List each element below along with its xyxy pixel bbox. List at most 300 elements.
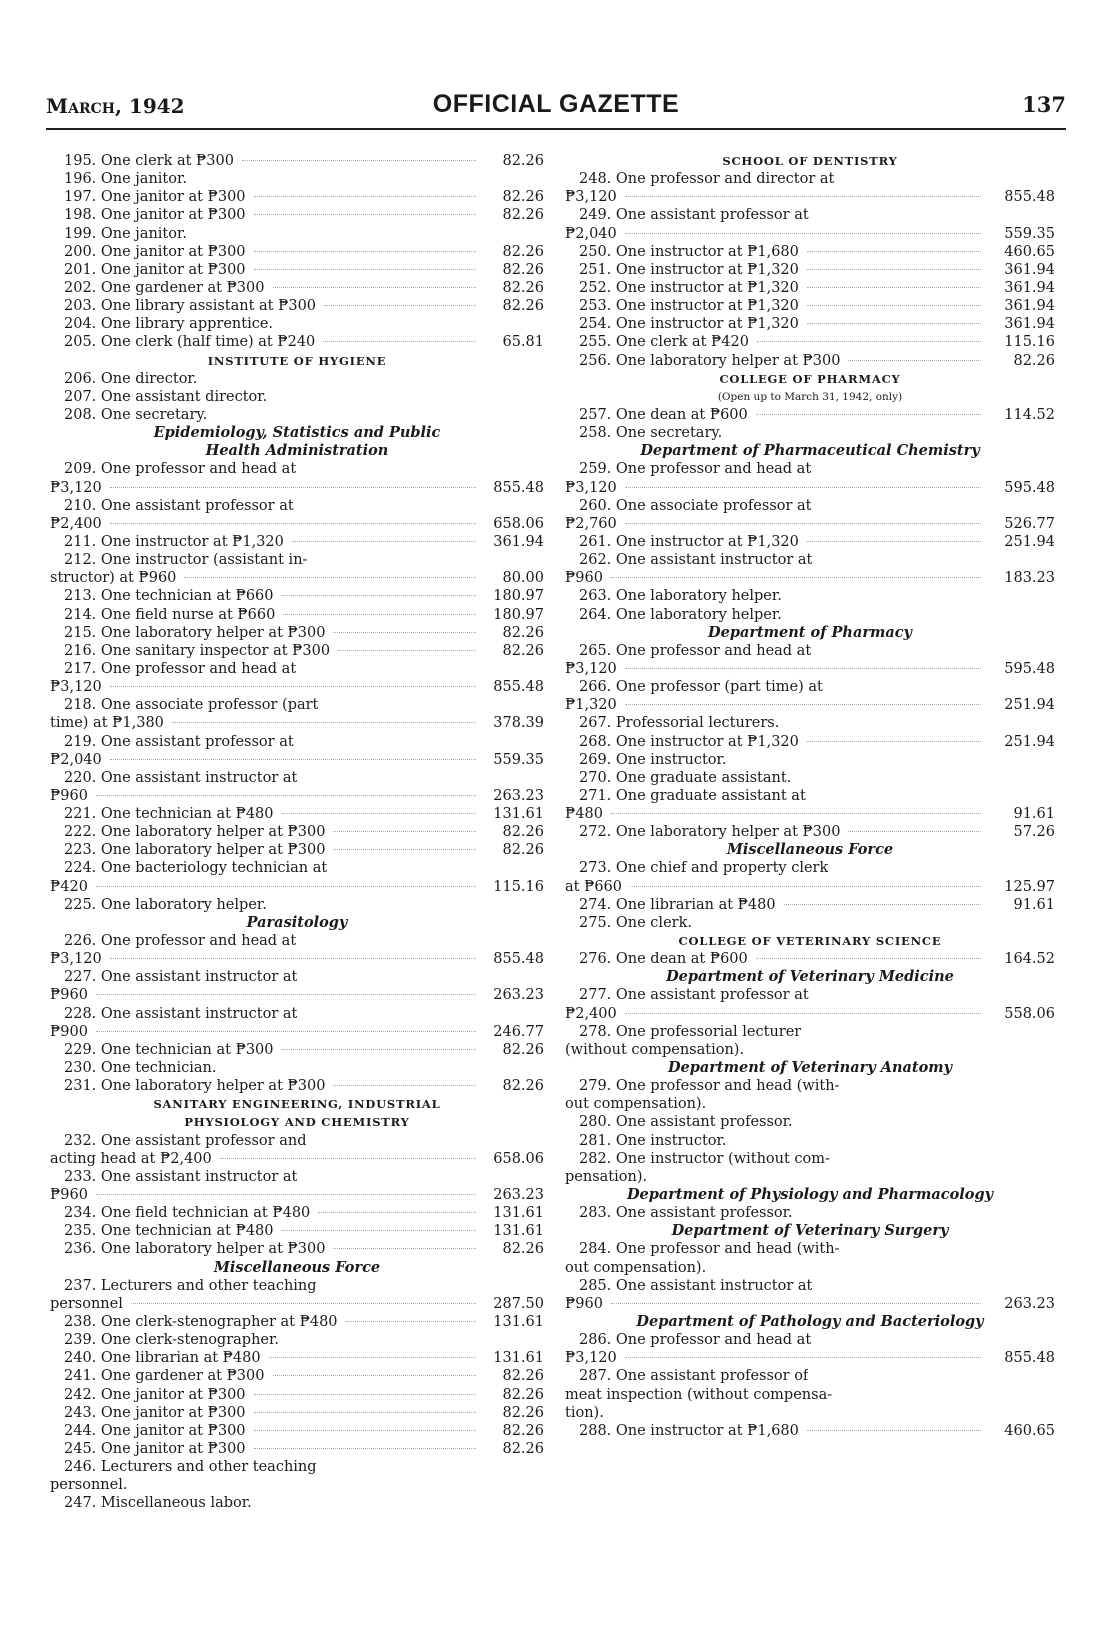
- entry-line: [565, 859, 1055, 877]
- entry-line: [565, 678, 1055, 696]
- entry-amount: 82.26: [502, 1404, 544, 1421]
- entry-line: [565, 1150, 1055, 1168]
- entry-amount: 131.61: [493, 1314, 544, 1330]
- entry-text: 277. One assistant professor at: [579, 987, 809, 1004]
- entry-line: [565, 243, 1055, 261]
- entry-text: 197. One janitor at ₱300: [64, 189, 246, 206]
- entry-text: tion).: [565, 1404, 604, 1421]
- entry-line: [50, 660, 544, 678]
- entry-amount: 263.23: [493, 787, 544, 804]
- entry-text: COLLEGE OF VETERINARY SCIENCE: [678, 934, 942, 949]
- entry-text: 275. One clerk.: [579, 914, 692, 931]
- entry-line: [565, 279, 1055, 297]
- entry-amount: 82.26: [502, 298, 544, 315]
- entry-continuation: [565, 1404, 1055, 1422]
- subsection-heading: [50, 442, 544, 460]
- entry-line: [565, 333, 1055, 351]
- entry-line: [50, 1313, 544, 1331]
- entry-text: at ₱660: [565, 878, 622, 895]
- entry-text: 237. Lecturers and other teaching: [64, 1277, 317, 1294]
- dot-leader: [254, 269, 476, 270]
- entry-amount: 460.65: [1004, 243, 1055, 260]
- entry-amount: 855.48: [493, 479, 544, 496]
- entry-text: 250. One instructor at ₱1,680: [579, 243, 799, 260]
- entry-continuation: [50, 1476, 544, 1494]
- entry-line: [50, 1349, 544, 1367]
- entry-line: [50, 1077, 544, 1095]
- entry-amount: 82.26: [502, 153, 544, 169]
- entry-amount: 82.26: [502, 842, 544, 859]
- entry-text: 274. One librarian at ₱480: [579, 896, 776, 913]
- entry-text: 221. One technician at ₱480: [64, 806, 274, 823]
- dot-leader: [254, 1448, 476, 1449]
- entry-amount: 82.26: [502, 279, 544, 296]
- entry-line: [50, 1422, 544, 1440]
- entry-text: 236. One laboratory helper at ₱300: [64, 1241, 326, 1258]
- entry-text: 283. One assistant professor.: [579, 1205, 793, 1222]
- entry-text: out compensation).: [565, 1259, 707, 1276]
- dot-leader: [96, 886, 476, 887]
- entry-line: [50, 333, 544, 351]
- dot-leader: [254, 214, 476, 215]
- dot-leader: [110, 759, 476, 760]
- entry-text: ₱960: [50, 1187, 88, 1204]
- entry-text: ₱960: [565, 570, 603, 587]
- subsection-heading: [565, 1186, 1055, 1204]
- entry-amount: 595.48: [1004, 660, 1055, 677]
- entry-text: Department of Pharmacy: [708, 623, 912, 641]
- dot-leader: [110, 523, 476, 524]
- section-heading: [565, 932, 1055, 950]
- dot-leader: [96, 994, 476, 995]
- entry-amount: 115.16: [1004, 334, 1055, 351]
- dot-leader: [333, 849, 476, 850]
- entry-text: 216. One sanitary inspector at ₱300: [64, 642, 331, 659]
- entry-text: 262. One assistant instructor at: [579, 552, 813, 569]
- header-date: March, 1942: [46, 94, 185, 118]
- subsection-heading: [565, 1313, 1055, 1331]
- entry-text: 203. One library assistant at ₱300: [64, 298, 317, 315]
- entry-line: [565, 424, 1055, 442]
- dot-leader: [807, 305, 981, 306]
- dot-leader: [242, 160, 476, 161]
- entry-line: [50, 932, 544, 950]
- entry-amount: 82.26: [502, 1386, 544, 1403]
- entry-line: [50, 1005, 544, 1023]
- entry-amount: 82.26: [502, 189, 544, 206]
- entry-text: 198. One janitor at ₱300: [64, 207, 246, 224]
- entry-continuation: [50, 479, 544, 497]
- entry-text: 195. One clerk at ₱300: [64, 153, 234, 169]
- entry-line: [50, 297, 544, 315]
- entry-line: [50, 1277, 544, 1295]
- entry-text: meat inspection (without compensa-: [565, 1386, 833, 1403]
- subsection-heading: [50, 1259, 544, 1277]
- entry-line: [50, 243, 544, 261]
- entry-text: 248. One professor and director at: [579, 171, 835, 188]
- entry-line: [565, 1023, 1055, 1041]
- entry-text: Miscellaneous Force: [213, 1258, 381, 1276]
- entry-amount: 82.26: [1013, 352, 1055, 369]
- dot-leader: [807, 541, 981, 542]
- entry-text: Department of Veterinary Anatomy: [667, 1059, 953, 1077]
- entry-line: [50, 497, 544, 515]
- entry-continuation: [565, 1349, 1055, 1367]
- entry-text: 200. One janitor at ₱300: [64, 243, 246, 260]
- entry-text: PHYSIOLOGY AND CHEMISTRY: [184, 1115, 410, 1130]
- page-number: 137: [1022, 92, 1066, 117]
- entry-amount: 82.26: [502, 1368, 544, 1385]
- entry-text: 273. One chief and property clerk: [579, 860, 829, 877]
- entry-line: [50, 406, 544, 424]
- entry-continuation: [565, 1386, 1055, 1404]
- entry-amount: 115.16: [493, 878, 544, 895]
- subsection-heading: [565, 624, 1055, 642]
- entry-continuation: [50, 751, 544, 769]
- entry-text: 239. One clerk-stenographer.: [64, 1332, 279, 1349]
- entry-continuation: [50, 1023, 544, 1041]
- entry-continuation: [50, 714, 544, 732]
- entry-text: ₱420: [50, 878, 88, 895]
- entry-text: 244. One janitor at ₱300: [64, 1422, 246, 1439]
- entry-line: [565, 1331, 1055, 1349]
- dot-leader: [254, 196, 476, 197]
- entry-amount: 361.94: [1004, 279, 1055, 296]
- dot-leader: [273, 1375, 477, 1376]
- dot-leader: [611, 813, 981, 814]
- entry-text: (without compensation).: [565, 1041, 745, 1058]
- section-heading: [50, 352, 544, 370]
- entry-continuation: [565, 1168, 1055, 1186]
- entry-text: 257. One dean at ₱600: [579, 406, 748, 423]
- entry-amount: 855.48: [1004, 1350, 1055, 1367]
- dot-leader: [323, 341, 476, 342]
- entry-text: ₱960: [50, 987, 88, 1004]
- entry-amount: 82.26: [502, 207, 544, 224]
- entry-text: 252. One instructor at ₱1,320: [579, 279, 799, 296]
- entry-amount: 183.23: [1004, 570, 1055, 587]
- entry-text: 217. One professor and head at: [64, 660, 297, 677]
- entry-text: 260. One associate professor at: [579, 497, 812, 514]
- entry-line: [50, 896, 544, 914]
- entry-line: [50, 279, 544, 297]
- entry-line: [50, 696, 544, 714]
- entry-text: 242. One janitor at ₱300: [64, 1386, 246, 1403]
- entry-amount: 287.50: [493, 1295, 544, 1312]
- entry-line: [50, 460, 544, 478]
- entry-amount: 131.61: [493, 1223, 544, 1240]
- entry-text: 206. One director.: [64, 370, 198, 387]
- entry-text: 253. One instructor at ₱1,320: [579, 298, 799, 315]
- entry-text: 266. One professor (part time) at: [579, 679, 823, 696]
- entry-text: 281. One instructor.: [579, 1132, 727, 1149]
- entry-amount: 361.94: [1004, 298, 1055, 315]
- entry-line: [565, 206, 1055, 224]
- entry-text: 285. One assistant instructor at: [579, 1277, 813, 1294]
- entry-amount: 251.94: [1004, 697, 1055, 714]
- entry-text: 279. One professor and head (with-: [579, 1078, 840, 1095]
- entry-line: [565, 551, 1055, 569]
- entry-text: 210. One assistant professor at: [64, 497, 294, 514]
- dot-leader: [757, 341, 981, 342]
- entry-text: 270. One graduate assistant.: [579, 769, 792, 786]
- entry-line: [50, 188, 544, 206]
- entry-text: SANITARY ENGINEERING, INDUSTRIAL: [153, 1097, 441, 1112]
- dot-leader: [625, 233, 981, 234]
- entry-amount: 82.26: [502, 243, 544, 260]
- entry-line: [50, 551, 544, 569]
- entry-text: 228. One assistant instructor at: [64, 1005, 298, 1022]
- subsection-heading: [565, 1222, 1055, 1240]
- entry-line: [565, 1204, 1055, 1222]
- entry-text: ₱3,120: [50, 951, 102, 968]
- entry-text: 209. One professor and head at: [64, 461, 297, 478]
- dot-leader: [807, 741, 981, 742]
- entry-text: Parasitology: [246, 913, 348, 931]
- entry-continuation: [50, 1186, 544, 1204]
- dot-leader: [807, 323, 981, 324]
- section-heading: [565, 152, 1055, 170]
- entry-amount: 855.48: [493, 679, 544, 696]
- entry-continuation: [50, 986, 544, 1004]
- entry-text: structor) at ₱960: [50, 570, 177, 587]
- entry-line: [50, 642, 544, 660]
- entry-continuation: [565, 188, 1055, 206]
- dot-leader: [131, 1303, 476, 1304]
- entry-text: INSTITUTE OF HYGIENE: [207, 353, 387, 368]
- entry-text: 263. One laboratory helper.: [579, 588, 782, 605]
- entry-line: [565, 823, 1055, 841]
- entry-line: [565, 733, 1055, 751]
- entry-text: ₱2,760: [565, 515, 617, 532]
- entry-text: 287. One assistant professor of: [579, 1368, 809, 1385]
- header-publication-title: OFFICIAL GAZETTE: [432, 90, 680, 118]
- dot-leader: [184, 577, 476, 578]
- dot-leader: [254, 1412, 476, 1413]
- entry-amount: 82.26: [502, 624, 544, 641]
- entry-amount: 82.26: [502, 1041, 544, 1058]
- dot-leader: [273, 287, 477, 288]
- entry-line: [565, 297, 1055, 315]
- entry-continuation: [565, 696, 1055, 714]
- entry-text: 276. One dean at ₱600: [579, 951, 748, 968]
- entry-line: [50, 1132, 544, 1150]
- dot-leader: [338, 650, 476, 651]
- entry-text: 211. One instructor at ₱1,320: [64, 533, 284, 550]
- entry-text: personnel: [50, 1295, 123, 1312]
- entry-continuation: [565, 660, 1055, 678]
- entry-amount: 378.39: [493, 715, 544, 732]
- entry-amount: 131.61: [493, 1350, 544, 1367]
- subsection-heading: [50, 914, 544, 932]
- dot-leader: [625, 1013, 981, 1014]
- entry-amount: 131.61: [493, 1205, 544, 1222]
- entry-text: 213. One technician at ₱660: [64, 588, 274, 605]
- entry-text: Department of Pharmaceutical Chemistry: [640, 442, 980, 460]
- entry-text: COLLEGE OF PHARMACY: [719, 371, 901, 386]
- dot-leader: [96, 1194, 476, 1195]
- entry-text: 261. One instructor at ₱1,320: [579, 533, 799, 550]
- entry-amount: 263.23: [493, 1187, 544, 1204]
- header-rule: [46, 128, 1066, 130]
- entry-line: [50, 1404, 544, 1422]
- entry-text: ₱960: [50, 787, 88, 804]
- entry-amount: 82.26: [502, 1440, 544, 1457]
- entry-text: 207. One assistant director.: [64, 388, 268, 405]
- entry-continuation: [50, 1295, 544, 1313]
- entry-line: [565, 1132, 1055, 1150]
- dot-leader: [756, 414, 981, 415]
- entry-text: ₱3,120: [565, 189, 617, 206]
- entry-text: 288. One instructor at ₱1,680: [579, 1422, 799, 1439]
- entry-text: 251. One instructor at ₱1,320: [579, 261, 799, 278]
- entry-line: [50, 733, 544, 751]
- dot-leader: [807, 269, 981, 270]
- entry-text: 247. Miscellaneous labor.: [64, 1495, 252, 1512]
- entry-line: [50, 587, 544, 605]
- entry-amount: 82.26: [502, 642, 544, 659]
- entry-line: [565, 769, 1055, 787]
- entry-amount: 855.48: [493, 951, 544, 968]
- dot-leader: [333, 831, 476, 832]
- entry-amount: 251.94: [1004, 533, 1055, 550]
- dot-leader: [625, 523, 981, 524]
- entry-amount: 263.23: [1004, 1295, 1055, 1312]
- dot-leader: [807, 251, 981, 252]
- entry-text: 278. One professorial lecturer: [579, 1023, 802, 1040]
- entry-text: Miscellaneous Force: [726, 841, 894, 859]
- page-header: [46, 90, 1066, 130]
- entry-text: 208. One secretary.: [64, 406, 208, 423]
- entry-text: 218. One associate professor (part: [64, 697, 319, 714]
- entry-line: [50, 624, 544, 642]
- dot-leader: [324, 305, 476, 306]
- entry-amount: 82.26: [502, 1422, 544, 1439]
- entry-amount: 131.61: [493, 806, 544, 823]
- entry-text: 205. One clerk (half time) at ₱240: [64, 334, 316, 351]
- entry-line: [50, 388, 544, 406]
- dot-leader: [848, 831, 981, 832]
- dot-leader: [346, 1321, 476, 1322]
- entry-text: 235. One technician at ₱480: [64, 1223, 274, 1240]
- entry-line: [565, 642, 1055, 660]
- entry-text: ₱900: [50, 1023, 88, 1040]
- entry-text: 196. One janitor.: [64, 171, 187, 188]
- entry-text: ₱2,040: [565, 225, 617, 242]
- entry-text: ₱3,120: [565, 660, 617, 677]
- dot-leader: [172, 722, 476, 723]
- entry-line: [50, 1494, 544, 1512]
- entry-line: [50, 370, 544, 388]
- entry-line: [565, 986, 1055, 1004]
- entry-text: time) at ₱1,380: [50, 715, 164, 732]
- entry-text: 204. One library apprentice.: [64, 316, 274, 333]
- entry-amount: 246.77: [493, 1023, 544, 1040]
- entry-text: 201. One janitor at ₱300: [64, 261, 246, 278]
- entry-line: [50, 1440, 544, 1458]
- entry-text: 227. One assistant instructor at: [64, 969, 298, 986]
- entry-line: [50, 823, 544, 841]
- entry-text: ₱480: [565, 806, 603, 823]
- entry-line: [50, 805, 544, 823]
- dot-leader: [282, 595, 477, 596]
- dot-leader: [807, 1430, 981, 1431]
- entry-line: [50, 261, 544, 279]
- entry-text: 240. One librarian at ₱480: [64, 1350, 261, 1367]
- entry-amount: 91.61: [1013, 806, 1055, 823]
- entry-text: 224. One bacteriology technician at: [64, 860, 328, 877]
- entry-amount: 180.97: [493, 606, 544, 623]
- entry-line: [50, 1204, 544, 1222]
- entry-line: [50, 1041, 544, 1059]
- entry-line: [565, 460, 1055, 478]
- dot-leader: [254, 1430, 476, 1431]
- entry-line: [565, 896, 1055, 914]
- entry-text: 280. One assistant professor.: [579, 1114, 793, 1131]
- entry-text: 219. One assistant professor at: [64, 733, 294, 750]
- dot-leader: [282, 813, 477, 814]
- entry-amount: 658.06: [493, 515, 544, 532]
- entry-text: ₱3,120: [565, 479, 617, 496]
- entry-continuation: [565, 1259, 1055, 1277]
- entry-amount: 361.94: [1004, 316, 1055, 333]
- entry-text: 226. One professor and head at: [64, 933, 297, 950]
- entry-line: [565, 714, 1055, 732]
- entry-text: 231. One laboratory helper at ₱300: [64, 1078, 326, 1095]
- entry-line: [50, 859, 544, 877]
- entry-text: 233. One assistant instructor at: [64, 1168, 298, 1185]
- entry-text: out compensation).: [565, 1096, 707, 1113]
- entry-line: [50, 152, 544, 170]
- entry-amount: 82.26: [502, 1078, 544, 1095]
- entry-line: [565, 406, 1055, 424]
- entry-continuation: [565, 225, 1055, 243]
- dot-leader: [333, 1085, 476, 1086]
- entry-amount: 361.94: [493, 533, 544, 550]
- entry-text: 255. One clerk at ₱420: [579, 334, 749, 351]
- entry-text: 225. One laboratory helper.: [64, 896, 267, 913]
- entry-text: 214. One field nurse at ₱660: [64, 606, 276, 623]
- dot-leader: [625, 704, 981, 705]
- subsection-heading: [565, 968, 1055, 986]
- dot-leader: [333, 632, 476, 633]
- entry-text: 256. One laboratory helper at ₱300: [579, 352, 841, 369]
- entry-text: 269. One instructor.: [579, 751, 727, 768]
- dot-leader: [254, 251, 476, 252]
- entry-continuation: [565, 479, 1055, 497]
- entry-text: 220. One assistant instructor at: [64, 769, 298, 786]
- entry-text: 254. One instructor at ₱1,320: [579, 316, 799, 333]
- entry-text: 234. One field technician at ₱480: [64, 1205, 311, 1222]
- entry-amount: 658.06: [493, 1150, 544, 1167]
- entry-amount: 263.23: [493, 987, 544, 1004]
- dot-leader: [630, 886, 981, 887]
- entry-line: [565, 914, 1055, 932]
- entry-amount: 180.97: [493, 588, 544, 605]
- entry-line: [565, 1240, 1055, 1258]
- entry-amount: 57.26: [1013, 824, 1055, 841]
- entry-continuation: [50, 950, 544, 968]
- entry-text: 268. One instructor at ₱1,320: [579, 733, 799, 750]
- subsection-heading: [565, 442, 1055, 460]
- dot-leader: [96, 795, 476, 796]
- entry-continuation: [50, 515, 544, 533]
- entry-amount: 80.00: [502, 570, 544, 587]
- entry-line: [50, 1331, 544, 1349]
- dot-leader: [333, 1248, 476, 1249]
- entry-line: [565, 1367, 1055, 1385]
- entry-amount: 558.06: [1004, 1005, 1055, 1022]
